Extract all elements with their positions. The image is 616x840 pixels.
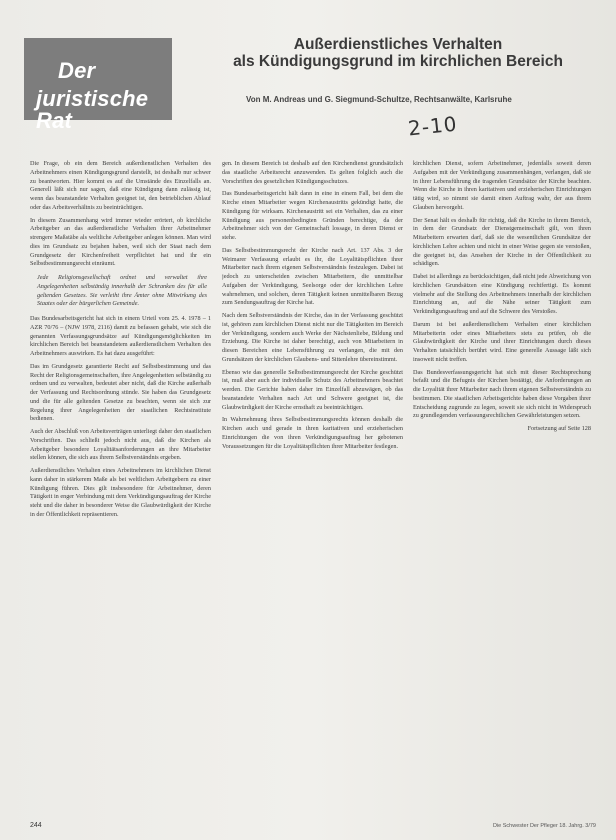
paragraph: Auch der Abschluß von Arbeitsverträgen unterliegt daher den staatlichen Vorschriften. Das schließt jedoch nicht aus, daß die Kirchen als Arbeitgeber besondere Loyalitätsanforderungen an ihre Mitarbeiter stellen können, die sich aus ihrem Selbstverständnis ergeben.: [30, 428, 211, 462]
title-line-2: als Kündigungsgrund im kirchlichen Bereich: [233, 53, 563, 70]
continued-note: Fortsetzung auf Seite 128: [527, 425, 591, 432]
text-column-1: [30, 160, 211, 820]
handwritten-annotation: 2-10: [406, 111, 459, 141]
page-number: 244: [30, 822, 42, 829]
publication-source: Die Schwester Der Pfleger 18. Jahrg. 3/79: [492, 823, 596, 829]
paragraph: kirchlichen Dienst, sofern Arbeitnehmer, jedenfalls soweit deren Aufgaben mit der Verkündigung zusammenhängen, verlangen, daß sie in ihrer Lebensführung die tragenden Grundsätze der Kirche beachten. Wenn die Kirche in ihren karitativen und erzieherischen Einrichtungen tätig wird, so nimmt sie damit einen Auftrag wahr, der aus ihrem Glauben hervorgeht.: [413, 160, 591, 211]
paragraph: In Wahrnehmung ihres Selbstbestimmungsrechts können deshalb die Kirchen auch und gerade in ihren karitativen und erzieherischen Einrichtungen die von ihren Verkündigungsauftrag her gebotenen Voraussetzungen für die Loyalitätspflichten ihrer Mitarbeiter festlegen.: [222, 416, 403, 450]
text-column-2: [222, 160, 403, 822]
paragraph: Das im Grundgesetz garantierte Recht auf Selbstbestimmung und das Recht der Religionsgemeinschaften, ihre Angelegenheiten selbständig zu ordnen und zu verwalten, bedeutet aber nicht, daß die Kirche außerhalb der Verfassung und Rechtsordnung stünde. Sie haben das Grundgesetz und die für alle geltenden Gesetze zu beachten, wenn sie sich zur Regelung ihrer Angelegenheiten der staatlichen Rechtsinstitute bedienen.: [30, 362, 211, 423]
article-title: [200, 36, 596, 70]
text-column-3: [413, 160, 591, 808]
paragraph: Der Senat hält es deshalb für richtig, daß die Kirche in ihrem Bereich, in dem der Grundsatz der Dienstgemeinschaft gilt, von ihren Mitarbeitern erwarten darf, daß sie die wesentlichen Grundsätze der kirchlichen Lehre achten und nicht in einer Weise gegen sie verstoßen, die geeignet ist, das Ansehen der Kirche in der Öffentlichkeit zu schädigen.: [413, 216, 591, 268]
article-authors: Von M. Andreas und G. Siegmund-Schultze, Rechtsanwälte, Karlsruhe: [246, 95, 512, 104]
paragraph: Darum ist bei außerdienstlichem Verhalten einer kirchlichen Mitarbeiterin oder eines Mitarbeiters stets zu prüfen, ob die Glaubwürdigkeit der Kirche und ihrer Einrichtungen durch dieses Verhalten tatsächlich berührt wird. Eine generelle Aussage läßt sich insoweit nicht treffen.: [413, 320, 591, 363]
paragraph: Nach dem Selbstverständnis der Kirche, das in der Verfassung geschützt ist, gehören zum kirchlichen Dienst nicht nur die Tätigkeiten im Bereich der Verkündigung, sondern auch Werke der Nächstenliebe, Bildung und Erziehung. Die Kirche ist daher berechtigt, auch von Mitarbeitern in diesen Bereichen eine Lebensführung zu verlangen, die mit den Grundsätzen der kirchlichen Glaubens- und Sittenlehre übereinstimmt.: [222, 312, 403, 363]
paragraph: Die Frage, ob ein dem Bereich außerdienstlichen Verhalten des Arbeitnehmers einen Kündigungsgrund darstellt, ist deshalb nur schwer zu beantworten. Hier kommt es auf die Umstände des Einzelfalls an. Generell läßt sich nur sagen, daß eine Kündigung dann zulässig ist, wenn das beanstandete Verhalten geeignet ist, den betrieblichen Ablauf oder das Arbeitsverhältnis zu beeinträchtigen.: [30, 160, 211, 211]
paragraph: Das Bundesverfassungsgericht hat sich mit dieser Rechtsprechung befaßt und die Befugnis der Kirchen bestätigt, die Anforderungen an die Loyalität ihrer Mitarbeiter nach ihrem eigenen Selbstverständnis zu bestimmen. Die staatlichen Arbeitsgerichte haben diese Vorgaben ihrer Entscheidung zugrunde zu legen, soweit sie sich nicht in Widerspruch zu grundlegenden verfassungsrechtlichen Gewährleistungen setzen.: [413, 368, 591, 420]
paragraph: Außerdienstliches Verhalten eines Arbeitnehmers im kirchlichen Dienst kann daher in stärkerem Maße als bei weltlichen Arbeitgebern zu einer Kündigung führen. Dies gilt insbesondere für Arbeitnehmer, deren Tätigkeit in enger Verbindung mit dem Verkündigungsauftrag der Kirche steht und die daher in besonderer Weise die Glaubwürdigkeit der Kirche in der Öffentlichkeit repräsentieren.: [30, 467, 211, 518]
title-line-1: Außerdienstliches Verhalten: [293, 36, 503, 53]
badge-line-2: juristische Rat: [36, 86, 149, 133]
paragraph: Das Selbstbestimmungsrecht der Kirche nach Art. 137 Abs. 3 der Weimarer Verfassung erlaubt es ihr, die Loyalitätspflichten ihrer Mitarbeiter nach ihrem eigenen Selbstverständnis festzulegen. Dabei ist jedoch zu unterscheiden zwischen Mitarbeitern, die unmittelbar Aufgaben der Verkündigung, Seelsorge oder der kirchlichen Lehre wahrnehmen, und solchen, deren Tätigkeit keinen unmittelbaren Bezug zum Sendungsauftrag der Kirche hat.: [222, 246, 403, 307]
paragraph: Das Bundesarbeitsgericht hat sich in einem Urteil vom 25. 4. 1978 – 1 AZR 70/76 – (NJW 1978, 2116) damit zu befassen gehabt, wie sich die genannten Verfassungsgrundsätze auf Kündigungsmöglichkeiten im kirchlichen Bereich bei beanstandetem außerdienstlichem Verhalten des Arbeitnehmers auswirken. Es hat dazu ausgeführt:: [30, 315, 211, 357]
paragraph: Ebenso wie das generelle Selbstbestimmungsrecht der Kirche geschützt ist, muß aber auch der individuelle Schutz des Arbeitnehmers beachtet werden. Die Gerichte haben daher im Einzelfall abzuwägen, ob das beanstandete Verhalten nach Art und Schwere geeignet ist, die Glaubwürdigkeit der Kirche ernsthaft zu beeinträchtigen.: [222, 368, 403, 411]
paragraph: In diesem Zusammenhang wird immer wieder erörtert, ob kirchliche Arbeitgeber an das außerdienstliche Verhalten ihrer Arbeitnehmer strengere Maßstäbe als weltliche Arbeitgeber anlegen können. Man wird dies im Grundsatz zu bejahen haben, weil sich der Staat nach dem Grundgesetz der Kirchenfreiheit verpflichtet hat und ihr ein Selbstbestimmungsrecht einräumt.: [30, 216, 211, 268]
paragraph: Dabei ist allerdings zu berücksichtigen, daß nicht jede Abweichung von kirchlichen Grundsätzen eine Kündigung rechtfertigt. Es kommt vielmehr auf die Stellung des Arbeitnehmers innerhalb der kirchlichen Einrichtung an, auf die Nähe seiner Tätigkeit zum Verkündigungsauftrag und auf die Schwere des Verstoßes.: [413, 273, 591, 315]
section-badge: [24, 38, 172, 133]
paragraph: Das Bundesarbeitsgericht hält dann in eine in einem Fall, bei dem die Kirche einen Mitarbeiter wegen Kirchenaustritts gekündigt hatte, die Kündigung für wirksam. Kirchenaustritt sei ein Verhalten, das zu einer Kündigung aus personenbedingten Gründen berechtige, da der Arbeitnehmer sich von der Gemeinschaft lossage, in deren Dienst er stehe.: [222, 190, 403, 241]
badge-line-1: Der: [58, 58, 96, 83]
block-quote: Jede Religionsgesellschaft ordnet und verwaltet ihre Angelegenheiten selbständig innerhalb der Schranken des für alle geltenden Gesetzes. Sie verleiht ihre Ämter ohne Mitwirkung des Staates oder der bürgerlichen Gemeinde.: [37, 274, 207, 308]
paragraph: gen. In diesem Bereich ist deshalb auf den Kirchendienst grundsätzlich das staatliche Arbeitsrecht anzuwenden. Es gelten folglich auch die Vorschriften des gesetzlichen Kündigungsschutzes.: [222, 160, 403, 185]
